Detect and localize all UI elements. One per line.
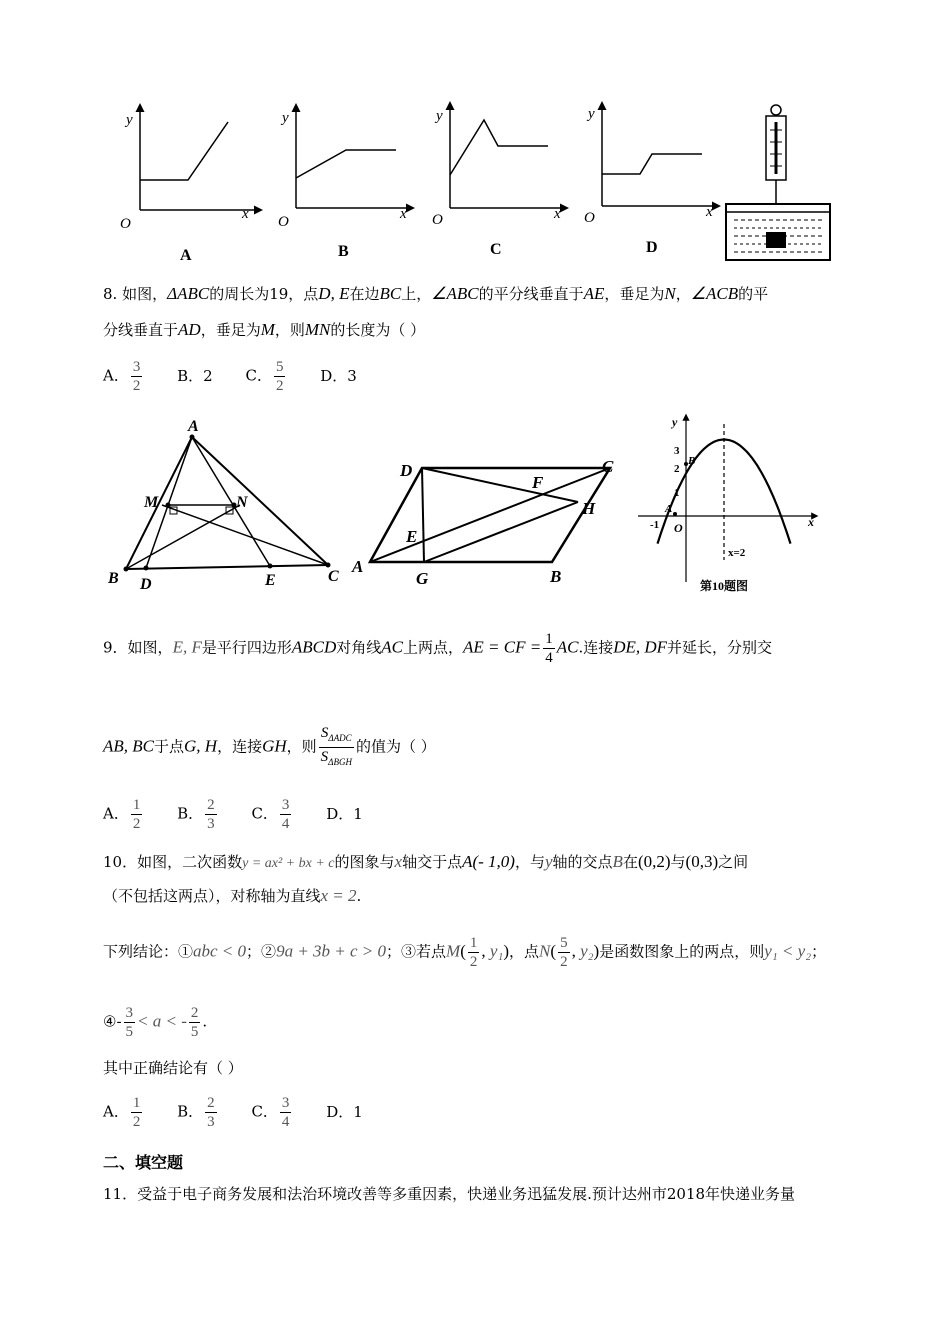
q10-text: ④- (103, 1012, 122, 1031)
q8-text: 上， (401, 285, 432, 303)
q10-text: . (202, 1012, 208, 1031)
fraction (131, 358, 143, 395)
q10-math-p2: (0,3) (685, 852, 719, 871)
q10-option-c[interactable] (251, 1094, 293, 1131)
graph-b (278, 106, 412, 260)
q9-line1 (103, 630, 772, 667)
parab-axis-label: x=2 (728, 547, 746, 559)
fraction-num: 1 (132, 1095, 141, 1111)
q9-options (103, 796, 391, 833)
q10-math-x: x (394, 852, 403, 871)
q8-text: ， (675, 285, 691, 303)
q10-math-b: B (612, 852, 623, 871)
spring-scale-illustration (726, 105, 830, 260)
q9-line2 (103, 724, 436, 771)
q9-area-ratio (319, 724, 354, 771)
q9-option-a[interactable] (103, 796, 144, 833)
ratio-sub: ΔADC (328, 733, 352, 743)
q8-text: 在边 (349, 285, 380, 303)
q8-line1 (103, 284, 768, 304)
q10-line5: 其中正确结论有（ ） (103, 1059, 243, 1077)
para-label-b: B (550, 567, 562, 586)
q10-option-d[interactable]: D．1 (326, 1102, 363, 1121)
q10-math-func: y = ax² + bx + c (242, 856, 335, 871)
option-label: A． (103, 1102, 129, 1121)
fraction-num: 2 (190, 1005, 199, 1021)
fraction-den: 5 (190, 1024, 199, 1040)
q8-options (103, 358, 385, 395)
parab-tick-minus1: -1 (650, 519, 660, 531)
fraction-den: 4 (281, 1114, 290, 1130)
q8-text: 分线垂直于 (103, 321, 179, 339)
q9-text: 是平行四边形 (201, 638, 292, 657)
q9-fraction-quarter (543, 630, 555, 667)
fraction (131, 1094, 143, 1131)
q8-text: 的平 (738, 285, 769, 303)
fraction (274, 358, 286, 395)
q8-option-b[interactable]: B．2 (177, 366, 213, 385)
q10-point-m: M (446, 941, 461, 961)
q9-text: 上两点， (403, 638, 464, 657)
q8-text: 的平分线垂直于 (478, 285, 584, 303)
q10-text: ，点 (509, 942, 540, 961)
graph-c (432, 104, 566, 258)
q9-text: .连接 (578, 638, 614, 657)
q9-math-ac: AC (381, 637, 403, 657)
q10-conclusion-4: < a < - (137, 1011, 187, 1031)
tri-label-e: E (265, 572, 276, 589)
q10-line3: 下列结论：①abc < 0；②9a + 3b + c > 0；③若点M( $\frac{1}{2}$ , y₁)，点N( $\frac{5}{2}$ , y₂)是函数图象上的两点，则y₁ < y₂； (103, 935, 827, 970)
graph-c-label: C (490, 241, 502, 258)
q9-text: 如图， (127, 638, 173, 657)
option-label: B． (177, 1102, 204, 1121)
graph-a-x-label: x (242, 206, 249, 222)
graph-c-origin: O (432, 212, 443, 228)
graph-a-y-label: y (126, 112, 133, 128)
parallelogram-figure (348, 450, 628, 595)
fraction (131, 796, 143, 833)
q10-n-y: y₂ (580, 941, 594, 961)
q8-math-n: N (664, 284, 676, 303)
para-label-d: D (400, 461, 413, 480)
q8-text: 的长度为（ ） (330, 321, 426, 339)
parab-caption: 第10题图 (700, 579, 749, 593)
q9-text: 对角线 (336, 638, 382, 657)
fraction (189, 1004, 201, 1041)
option-label: A． (103, 366, 129, 385)
para-label-a: A (352, 557, 364, 576)
fraction-den: 3 (207, 1114, 215, 1130)
fraction-num: 3 (281, 1095, 290, 1111)
q8-text: ，则 (274, 321, 305, 339)
q10-math-p1: (0,2) (637, 852, 671, 871)
fraction-den: 5 (125, 1024, 134, 1040)
q7-option-graphs (100, 100, 860, 270)
graph-b-x-label: x (400, 206, 407, 222)
q9-math-abbc: AB, BC (103, 736, 154, 756)
q10-number: 10． (103, 853, 138, 871)
graph-d-label: D (646, 239, 658, 256)
q10-text: 轴的交点 (552, 853, 613, 871)
q9-option-b[interactable] (177, 796, 219, 833)
fraction-den: 2 (132, 816, 141, 832)
q10-line2 (103, 886, 361, 906)
q10-conclusion-3: y₁ < y₂ (764, 941, 812, 961)
para-label-g: G (416, 569, 429, 588)
q8-math-ae: AE (583, 284, 605, 303)
fraction (468, 934, 480, 971)
q9-text: 于点 (154, 737, 185, 756)
q8-math-angle-abc: ∠ABC (431, 284, 479, 303)
fraction-den: 4 (545, 650, 553, 666)
section-title-fill-in: 二、填空题 (103, 1153, 184, 1172)
q10-option-b[interactable] (177, 1094, 219, 1131)
q9-math-gh2: GH (262, 736, 287, 756)
parab-label-b: B (688, 455, 696, 467)
fraction-num: 3 (125, 1005, 134, 1021)
fraction-num: 1 (469, 935, 478, 951)
graph-d-origin: O (584, 210, 595, 226)
q10-text: 如图，二次函数 (137, 853, 243, 871)
para-label-c: C (602, 457, 614, 476)
graph-d-y-label: y (588, 106, 595, 122)
q8-math-triangle: ΔABC (167, 284, 210, 303)
q9-math-gh: G, H (184, 736, 218, 756)
option-label: C． (251, 1102, 278, 1121)
parab-tick-2: 2 (674, 463, 680, 475)
triangle-figure (100, 415, 350, 595)
fraction-num: 3 (132, 359, 141, 375)
ratio-sub: ΔBGH (328, 757, 352, 767)
graph-a-label: A (180, 247, 192, 264)
parab-x-label: x (808, 515, 814, 529)
q9-text: ，连接 (217, 737, 263, 756)
graph-c-y-label: y (436, 108, 443, 124)
fraction (205, 1094, 217, 1131)
fraction-den: 2 (132, 378, 141, 394)
q8-number: 8. (103, 285, 118, 303)
q10-point-n: N (539, 941, 551, 961)
q10-text: 在 (622, 853, 638, 871)
fraction-num: 3 (281, 797, 290, 813)
graph-c-x-label: x (554, 206, 561, 222)
q8-option-a[interactable] (103, 358, 144, 395)
q9-math-abcd: ABCD (291, 637, 337, 657)
q8-math-angle-acb: ∠ACB (690, 284, 739, 303)
para-label-f: F (532, 473, 544, 492)
q8-math-mn: MN (304, 320, 331, 339)
q9-text: ，则 (286, 737, 317, 756)
q8-text: 的周长为19，点 (209, 285, 319, 303)
ratio-s: S (320, 725, 329, 741)
q10-options (103, 1094, 391, 1131)
graph-b-label: B (338, 243, 349, 260)
q9-option-c[interactable] (251, 796, 293, 833)
q8-line2 (103, 320, 425, 340)
fraction (124, 1004, 136, 1041)
fraction-den: 2 (469, 954, 478, 970)
q8-math-m: M (260, 320, 275, 339)
graph-b-origin: O (278, 214, 289, 230)
fraction-den: 2 (132, 1114, 141, 1130)
fraction (280, 1094, 292, 1131)
q10-text: ，与 (514, 853, 545, 871)
parab-label-a: A (665, 503, 673, 515)
option-label: A． (103, 804, 129, 823)
para-label-e: E (406, 527, 418, 546)
fraction (280, 796, 292, 833)
q8-option-d[interactable]: D．3 (320, 366, 357, 385)
q9-number: 9． (103, 638, 128, 657)
q10-text: 下列结论：① (103, 942, 194, 961)
tri-label-n: N (236, 494, 248, 511)
parab-y-label: y (672, 415, 678, 429)
tri-label-m: M (144, 494, 159, 511)
graph-d-x-label: x (706, 204, 713, 220)
graph-a-origin: O (120, 216, 131, 232)
q10-text: 是函数图象上的两点，则 (599, 942, 765, 961)
q9-math-ef: E, F (172, 637, 202, 657)
fraction-num: 5 (275, 359, 284, 375)
option-label: C． (251, 804, 278, 823)
q9-text: 并延长，分别交 (667, 638, 773, 657)
fraction-num: 5 (560, 935, 568, 951)
q9-math-dedf: DE, DF (613, 637, 668, 657)
graph-b-y-label: y (282, 110, 289, 126)
ratio-s: S (320, 749, 329, 765)
fraction-den: 2 (275, 378, 284, 394)
parab-origin: O (674, 521, 683, 535)
q10-m-y: y₁ (489, 941, 504, 961)
graph-a (120, 106, 260, 264)
fraction-num: 2 (207, 797, 215, 813)
option-label: B． (177, 804, 204, 823)
q10-text: ；② (246, 942, 277, 961)
q9-math-eq: AE = CF = (463, 637, 542, 657)
q10-conclusion-1: abc < 0 (193, 941, 247, 961)
q10-math-axis: x = 2 (320, 886, 357, 905)
q10-math-point-a: A(- 1,0) (462, 852, 515, 871)
tri-label-b: B (108, 570, 119, 587)
q8-text: ，垂足为 (604, 285, 665, 303)
tri-label-a: A (188, 418, 199, 435)
fraction-num: 2 (207, 1095, 215, 1111)
q9-math-ac2: AC (556, 637, 579, 657)
q10-text: 轴交于点 (402, 853, 463, 871)
tri-label-d: D (140, 576, 152, 593)
fraction-den: 4 (281, 816, 290, 832)
parabola-figure (632, 410, 832, 595)
option-label: C． (245, 366, 272, 385)
parab-tick-3: 3 (674, 445, 680, 457)
q10-text: 与 (670, 853, 686, 871)
parab-tick-1: 1 (674, 487, 680, 499)
q10-text: ；③若点 (386, 942, 447, 961)
q10-text: . (356, 887, 362, 905)
q10-text: 的图象与 (334, 853, 395, 871)
q10-text: 之间 (718, 853, 749, 871)
para-label-h: H (582, 499, 596, 518)
q8-text: ，垂足为 (200, 321, 261, 339)
q8-math-ad: AD (178, 320, 201, 339)
q8-option-c[interactable] (245, 358, 287, 395)
q10-text: ； (811, 942, 827, 961)
q9-option-d[interactable]: D．1 (326, 804, 363, 823)
fraction-den: 2 (560, 954, 568, 970)
tri-label-c: C (328, 568, 339, 585)
q9-text: 的值为（ ） (355, 737, 436, 756)
q10-line1 (103, 852, 748, 874)
q8-text: 如图， (122, 285, 168, 303)
q8-math-points: D, E (318, 284, 350, 303)
graph-d (584, 104, 718, 256)
fraction-num: 1 (545, 631, 553, 647)
q10-line4 (103, 1004, 207, 1041)
q11-line1: 11．受益于电子商务发展和法治环境改善等多重因素，快递业务迅猛发展.预计达州市2018年快递业务量 (103, 1185, 796, 1203)
fraction (205, 796, 217, 833)
q10-conclusion-2: 9a + 3b + c > 0 (276, 941, 387, 961)
q10-text: （不包括这两点），对称轴为直线 (103, 887, 321, 905)
q10-option-a[interactable] (103, 1094, 144, 1131)
fraction-num: 1 (132, 797, 141, 813)
fraction-den: 3 (207, 816, 215, 832)
q10-math-y: y (544, 852, 553, 871)
fraction (558, 934, 570, 971)
q8-math-bc: BC (379, 284, 402, 303)
